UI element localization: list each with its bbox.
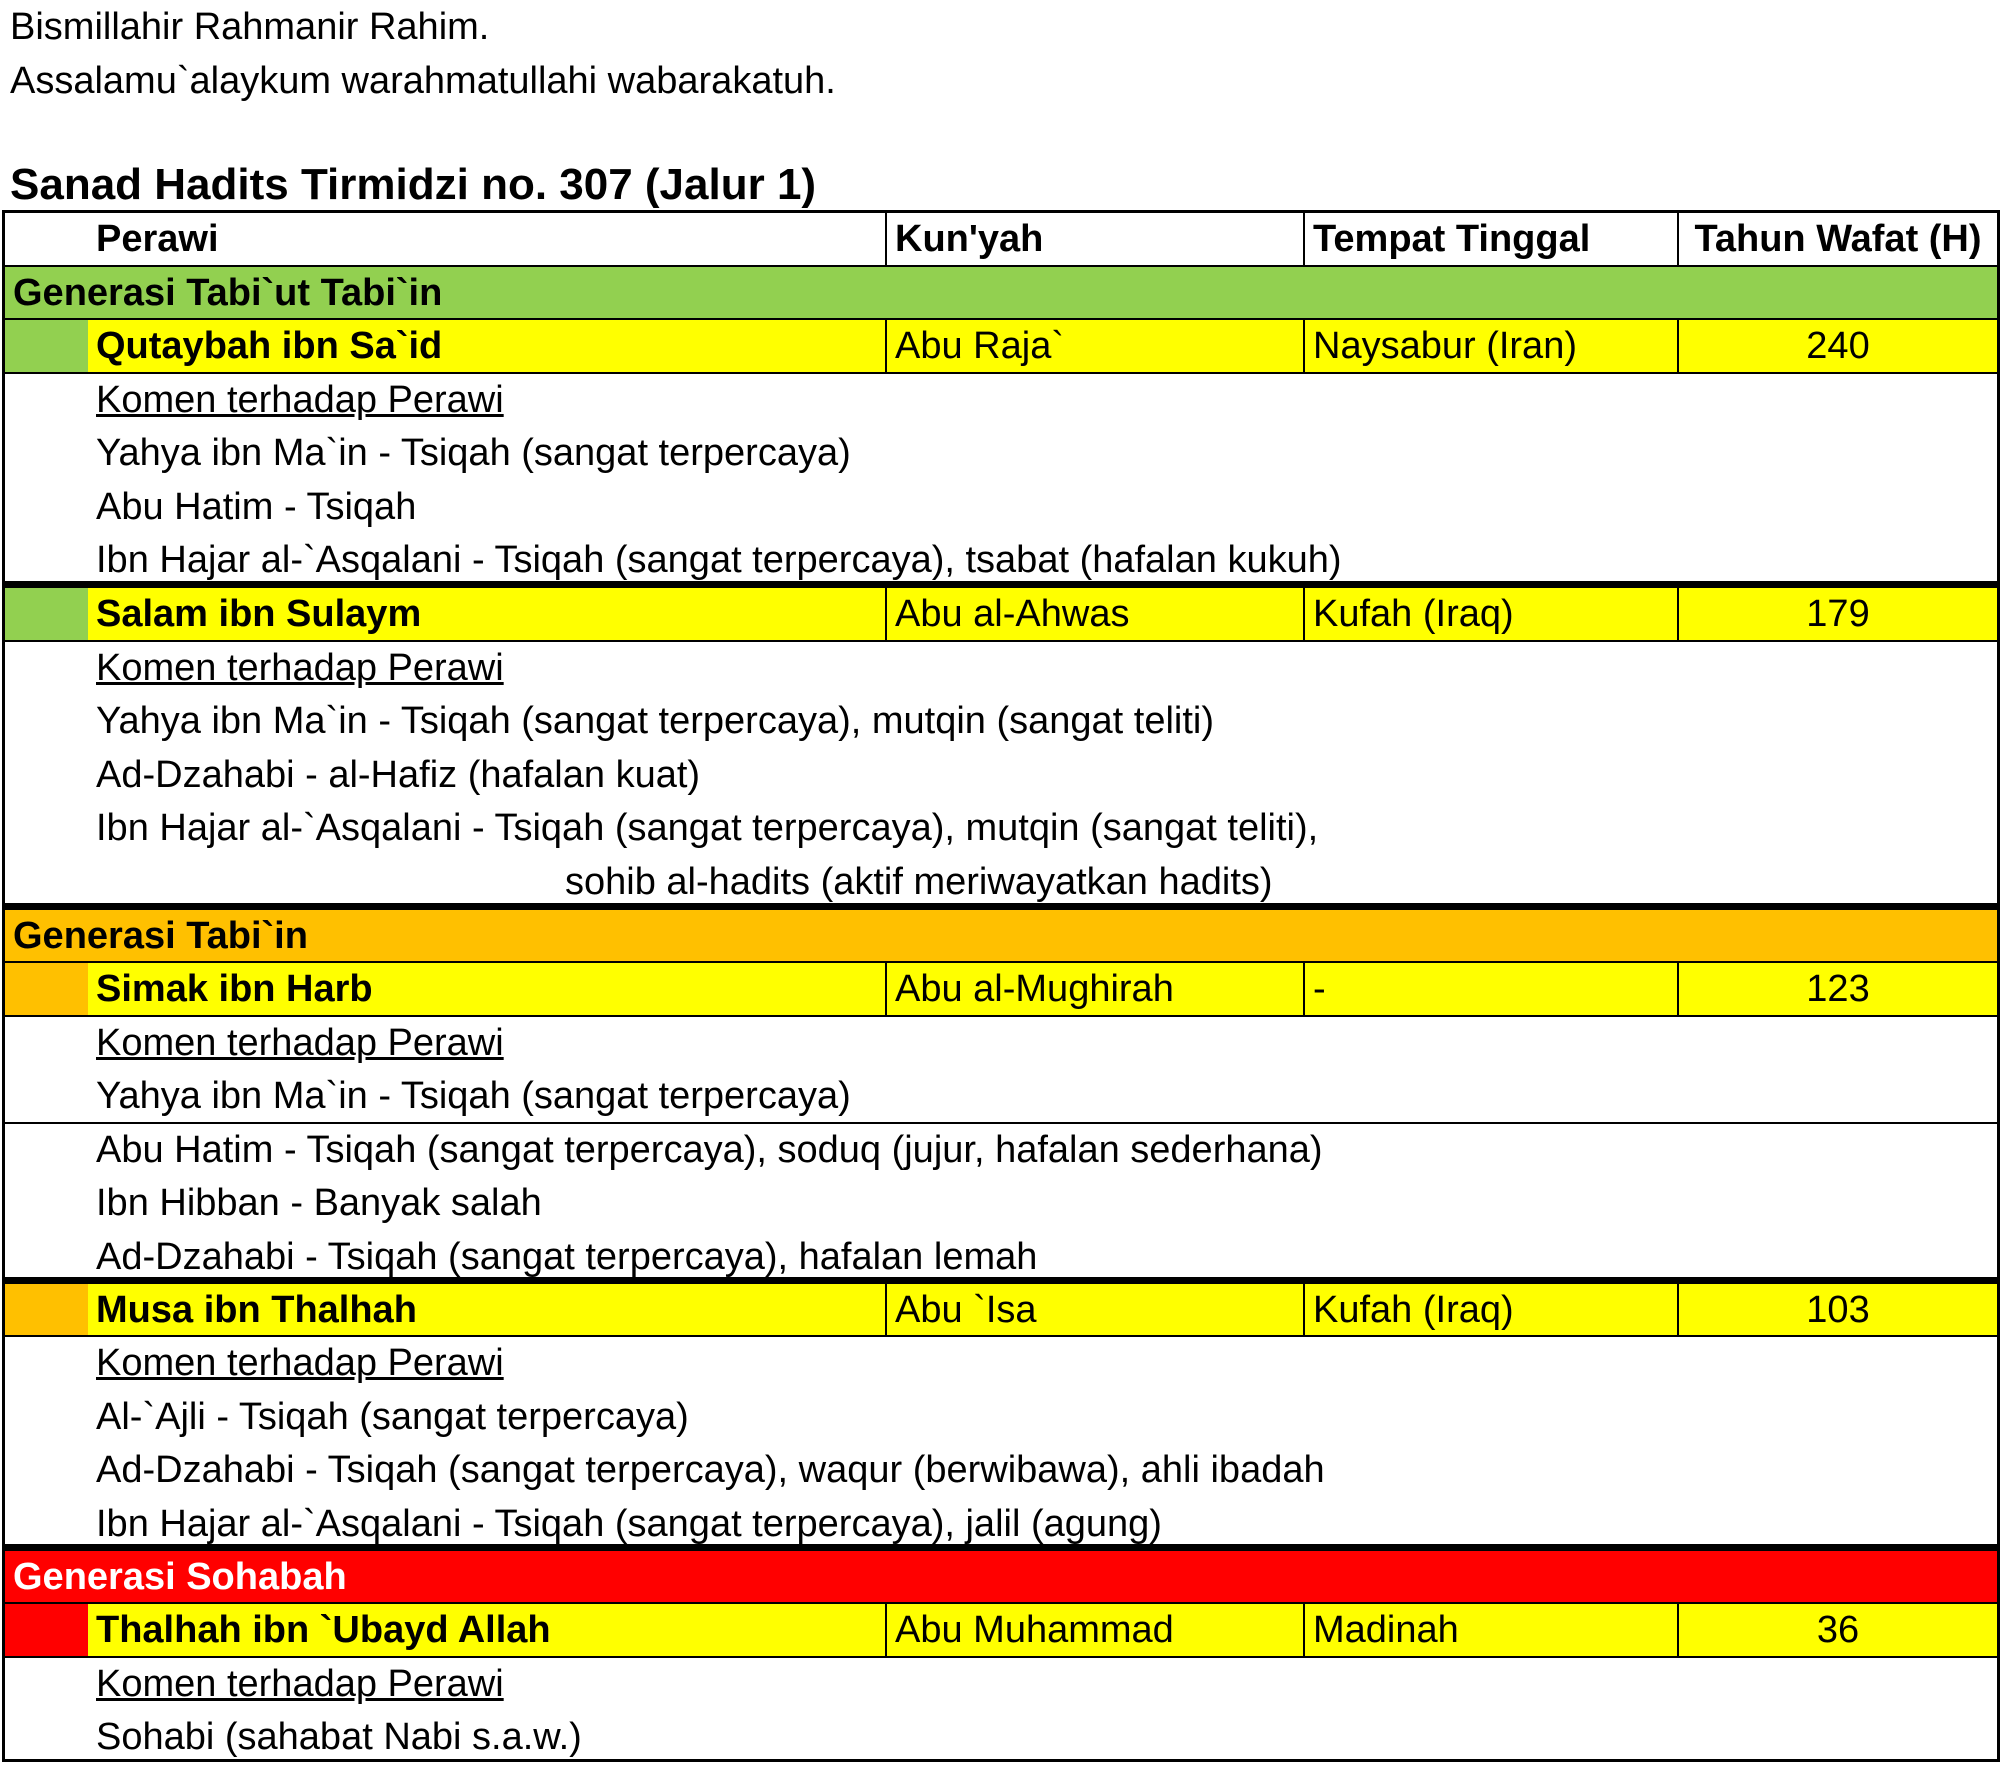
comment-line: Ad-Dzahabi - Tsiqah (sangat terpercaya), hafalan lemah bbox=[96, 1235, 1038, 1278]
comment-line: Ibn Hajar al-`Asqalani - Tsiqah (sangat terpercaya), jalil (agung) bbox=[96, 1502, 1162, 1545]
narrator-kunyah: Abu al-Ahwas bbox=[885, 588, 1303, 640]
narrator-name: Qutaybah ibn Sa`id bbox=[96, 325, 443, 367]
greeting-line-2: Assalamu`alaykum warahmatullahi wabarakatuh. bbox=[10, 60, 836, 102]
narrator-row bbox=[5, 1604, 1997, 1658]
generation-row: Generasi Tabi`in bbox=[5, 910, 1997, 964]
narrator-year: 103 bbox=[1677, 1284, 1997, 1336]
generation-marker bbox=[5, 588, 88, 640]
comment-heading: Komen terhadap Perawi bbox=[96, 646, 504, 689]
header-tahun-wafat: Tahun Wafat (H) bbox=[1677, 213, 1997, 265]
narrator-kunyah: Abu Muhammad bbox=[885, 1604, 1303, 1656]
narrator-kunyah: Abu al-Mughirah bbox=[885, 963, 1303, 1015]
comment-heading: Komen terhadap Perawi bbox=[96, 1021, 504, 1064]
comment-heading: Komen terhadap Perawi bbox=[96, 1342, 504, 1384]
comment-line: Ad-Dzahabi - Tsiqah (sangat terpercaya), waqur (berwibawa), ahli ibadah bbox=[96, 1449, 1325, 1491]
narrator-row bbox=[5, 963, 1997, 1017]
narrator-kunyah: Abu `Isa bbox=[885, 1284, 1303, 1336]
header-kunyah: Kun'yah bbox=[885, 213, 1303, 265]
narrator-row bbox=[5, 588, 1997, 642]
narrator-name: Salam ibn Sulaym bbox=[96, 593, 422, 635]
comment-block bbox=[5, 1017, 1997, 1284]
comment-heading: Komen terhadap Perawi bbox=[96, 1662, 504, 1705]
table-header-row bbox=[5, 213, 1997, 267]
narrator-name: Musa ibn Thalhah bbox=[96, 1288, 417, 1331]
comment-line: Ibn Hajar al-`Asqalani - Tsiqah (sangat terpercaya), tsabat (hafalan kukuh) bbox=[96, 539, 1342, 581]
narrator-place: Kufah (Iraq) bbox=[1303, 588, 1677, 640]
header-perawi: Perawi bbox=[96, 218, 219, 260]
narrator-place: Naysabur (Iran) bbox=[1303, 320, 1677, 372]
generation-marker bbox=[5, 963, 88, 1015]
comment-heading: Komen terhadap Perawi bbox=[96, 378, 504, 421]
comment-line: Yahya ibn Ma`in - Tsiqah (sangat terpercaya) bbox=[96, 432, 851, 474]
generation-marker bbox=[5, 1284, 88, 1336]
narrator-row bbox=[5, 1284, 1997, 1338]
narrator-year: 36 bbox=[1677, 1604, 1997, 1656]
comment-line: Abu Hatim - Tsiqah bbox=[96, 485, 417, 528]
generation-row: Generasi Sohabah bbox=[5, 1551, 1997, 1605]
generation-row: Generasi Tabi`ut Tabi`in bbox=[5, 267, 1997, 321]
narrator-year: 123 bbox=[1677, 963, 1997, 1015]
narrator-name: Thalhah ibn `Ubayd Allah bbox=[96, 1609, 551, 1651]
comment-line: Ibn Hibban - Banyak salah bbox=[96, 1182, 542, 1224]
comment-block bbox=[5, 374, 1997, 589]
comment-line: Abu Hatim - Tsiqah (sangat terpercaya), soduq (jujur, hafalan sederhana) bbox=[96, 1128, 1323, 1171]
narrator-year: 240 bbox=[1677, 320, 1997, 372]
narrator-place: - bbox=[1303, 963, 1677, 1015]
narrator-kunyah: Abu Raja` bbox=[885, 320, 1303, 372]
comment-block bbox=[5, 642, 1997, 910]
comment-block bbox=[5, 1658, 1997, 1765]
sanad-table bbox=[2, 210, 2000, 1762]
narrator-place: Madinah bbox=[1303, 1604, 1677, 1656]
narrator-year: 179 bbox=[1677, 588, 1997, 640]
header-marker-cell bbox=[5, 213, 88, 265]
page-title: Sanad Hadits Tirmidzi no. 307 (Jalur 1) bbox=[10, 160, 817, 209]
generation-marker bbox=[5, 320, 88, 372]
narrator-place: Kufah (Iraq) bbox=[1303, 1284, 1677, 1336]
comment-line: Ad-Dzahabi - al-Hafiz (hafalan kuat) bbox=[96, 753, 701, 796]
generation-marker bbox=[5, 1604, 88, 1656]
header-tempat-tinggal: Tempat Tinggal bbox=[1303, 213, 1677, 265]
comment-line: Yahya ibn Ma`in - Tsiqah (sangat terpercaya) bbox=[5, 1070, 1997, 1124]
greeting-line-1: Bismillahir Rahmanir Rahim. bbox=[10, 6, 490, 48]
comment-block bbox=[5, 1337, 1997, 1551]
narrator-row bbox=[5, 320, 1997, 374]
comment-line: sohib al-hadits (aktif meriwayatkan hadits) bbox=[565, 860, 1273, 903]
comment-line: Yahya ibn Ma`in - Tsiqah (sangat terpercaya), mutqin (sangat teliti) bbox=[96, 700, 1215, 742]
greeting bbox=[10, 0, 836, 108]
narrator-name: Simak ibn Harb bbox=[96, 968, 373, 1010]
comment-line: Sohabi (sahabat Nabi s.a.w.) bbox=[96, 1716, 582, 1758]
comment-line: Ibn Hajar al-`Asqalani - Tsiqah (sangat terpercaya), mutqin (sangat teliti), bbox=[96, 807, 1319, 849]
comment-line: Al-`Ajli - Tsiqah (sangat terpercaya) bbox=[96, 1395, 689, 1438]
